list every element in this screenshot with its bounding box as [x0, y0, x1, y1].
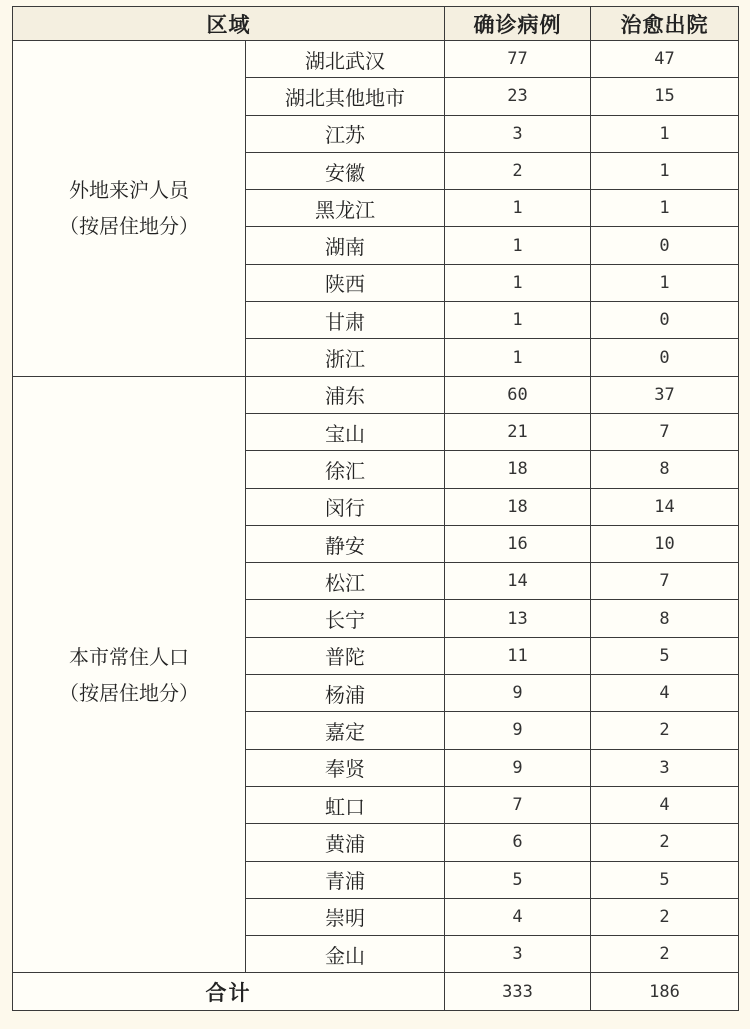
region-cell: 奉贤	[246, 749, 445, 786]
confirmed-cell: 5	[445, 861, 591, 898]
group-name: 外地来沪人员	[69, 178, 189, 203]
confirmed-cell: 23	[445, 78, 591, 115]
region-cell: 嘉定	[246, 712, 445, 749]
confirmed-cell: 1	[445, 227, 591, 264]
case-statistics-table	[12, 6, 739, 1011]
region-cell: 安徽	[246, 152, 445, 189]
cured-cell: 5	[591, 861, 739, 898]
total-cured: 186	[591, 973, 739, 1010]
group-note: （按居住地分）	[59, 214, 199, 239]
confirmed-cell: 9	[445, 675, 591, 712]
region-cell: 崇明	[246, 898, 445, 935]
confirmed-cell: 2	[445, 152, 591, 189]
confirmed-cell: 1	[445, 302, 591, 339]
confirmed-cell: 3	[445, 936, 591, 973]
region-cell: 长宁	[246, 600, 445, 637]
confirmed-cell: 18	[445, 488, 591, 525]
confirmed-cell: 14	[445, 563, 591, 600]
cured-cell: 0	[591, 227, 739, 264]
table-header-row	[13, 7, 739, 41]
confirmed-cell: 16	[445, 525, 591, 562]
cured-cell: 0	[591, 339, 739, 376]
cured-cell: 4	[591, 786, 739, 823]
cured-cell: 8	[591, 451, 739, 488]
case-table-container	[12, 6, 738, 1011]
region-cell: 浦东	[246, 376, 445, 413]
region-cell: 湖南	[246, 227, 445, 264]
confirmed-cell: 3	[445, 115, 591, 152]
cured-cell: 4	[591, 675, 739, 712]
confirmed-cell: 1	[445, 190, 591, 227]
region-cell: 闵行	[246, 488, 445, 525]
region-cell: 湖北其他地市	[246, 78, 445, 115]
confirmed-cell: 77	[445, 41, 591, 78]
region-cell: 黄浦	[246, 824, 445, 861]
table-row	[13, 41, 739, 78]
total-label: 合计	[13, 973, 445, 1010]
confirmed-cell: 1	[445, 339, 591, 376]
cured-cell: 14	[591, 488, 739, 525]
cured-cell: 1	[591, 152, 739, 189]
region-cell: 宝山	[246, 413, 445, 450]
total-row	[13, 973, 739, 1010]
confirmed-cell: 7	[445, 786, 591, 823]
cured-cell: 37	[591, 376, 739, 413]
region-cell: 静安	[246, 525, 445, 562]
cured-cell: 3	[591, 749, 739, 786]
region-cell: 甘肃	[246, 302, 445, 339]
confirmed-cell: 21	[445, 413, 591, 450]
cured-cell: 7	[591, 413, 739, 450]
cured-cell: 2	[591, 898, 739, 935]
table-body	[13, 41, 739, 973]
header-cured: 治愈出院	[591, 7, 739, 41]
group-note: （按居住地分）	[59, 680, 199, 705]
confirmed-cell: 18	[445, 451, 591, 488]
cured-cell: 10	[591, 525, 739, 562]
header-confirmed: 确诊病例	[445, 7, 591, 41]
cured-cell: 1	[591, 115, 739, 152]
cured-cell: 1	[591, 264, 739, 301]
region-cell: 虹口	[246, 786, 445, 823]
region-cell: 青浦	[246, 861, 445, 898]
cured-cell: 2	[591, 824, 739, 861]
region-cell: 江苏	[246, 115, 445, 152]
header-region: 区域	[13, 7, 445, 41]
confirmed-cell: 13	[445, 600, 591, 637]
confirmed-cell: 60	[445, 376, 591, 413]
cured-cell: 7	[591, 563, 739, 600]
group-label-cell	[13, 376, 246, 973]
region-cell: 黑龙江	[246, 190, 445, 227]
confirmed-cell: 11	[445, 637, 591, 674]
region-cell: 陕西	[246, 264, 445, 301]
region-cell: 金山	[246, 936, 445, 973]
group-name: 本市常住人口	[69, 644, 189, 669]
confirmed-cell: 9	[445, 712, 591, 749]
group-label-cell	[13, 41, 246, 377]
table-row	[13, 376, 739, 413]
cured-cell: 5	[591, 637, 739, 674]
region-cell: 杨浦	[246, 675, 445, 712]
cured-cell: 15	[591, 78, 739, 115]
region-cell: 松江	[246, 563, 445, 600]
region-cell: 普陀	[246, 637, 445, 674]
region-cell: 浙江	[246, 339, 445, 376]
confirmed-cell: 1	[445, 264, 591, 301]
cured-cell: 1	[591, 190, 739, 227]
cured-cell: 2	[591, 712, 739, 749]
confirmed-cell: 9	[445, 749, 591, 786]
total-confirmed: 333	[445, 973, 591, 1010]
confirmed-cell: 6	[445, 824, 591, 861]
cured-cell: 0	[591, 302, 739, 339]
region-cell: 湖北武汉	[246, 41, 445, 78]
region-cell: 徐汇	[246, 451, 445, 488]
cured-cell: 2	[591, 936, 739, 973]
cured-cell: 47	[591, 41, 739, 78]
cured-cell: 8	[591, 600, 739, 637]
confirmed-cell: 4	[445, 898, 591, 935]
